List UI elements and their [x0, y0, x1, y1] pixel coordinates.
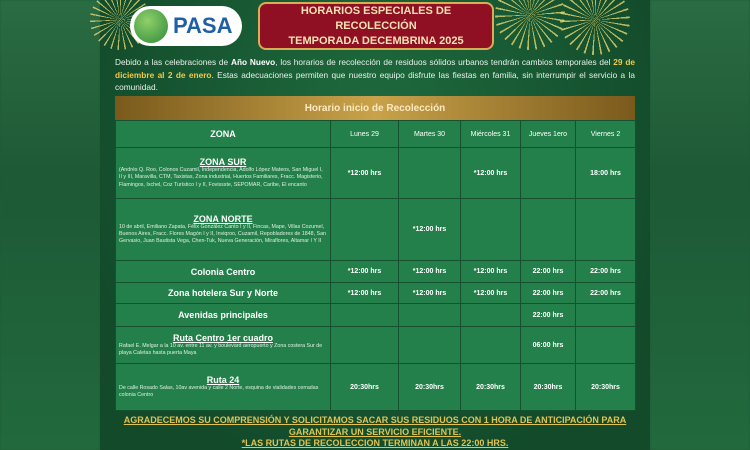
intro-text: Debido a las celebraciones de Año Nuevo, los horarios de recolección de residuos sólidos urbanos tendrán cambios temporales del 29 de diciembre al 2 de enero. Estas adecuaciones permiten que nuestro equipo disfrute las fiestas en familia, sin interrumpir el servicio a la comunidad. [115, 57, 636, 92]
time-cell [461, 304, 521, 327]
poster [100, 0, 650, 450]
zone-name: ZONA SUR [199, 157, 247, 168]
time-cell: *12:00 hrs [399, 283, 461, 304]
time-cell [461, 199, 521, 261]
firework-decoration [560, 0, 630, 55]
time-cell [331, 327, 399, 364]
blurred-background-left [0, 0, 100, 450]
column-header: Miércoles 31 [461, 121, 521, 148]
time-cell: *12:00 hrs [331, 148, 399, 199]
firework-decoration [495, 0, 565, 50]
zone-cell [116, 304, 331, 327]
time-cell: 22:00 hrs [576, 283, 636, 304]
time-cell [576, 304, 636, 327]
time-cell [399, 148, 461, 199]
time-cell [521, 148, 576, 199]
column-header: Martes 30 [399, 121, 461, 148]
table-row [116, 283, 636, 304]
title-line-1: HORARIOS ESPECIALES DE RECOLECCIÓN [300, 4, 452, 32]
column-header: Lunes 29 [331, 121, 399, 148]
zone-cell [116, 261, 331, 283]
time-cell: 20:30hrs [331, 364, 399, 411]
column-header: ZONA [116, 121, 331, 148]
time-cell [399, 327, 461, 364]
time-cell [399, 304, 461, 327]
time-cell [576, 327, 636, 364]
time-cell: 18:00 hrs [576, 148, 636, 199]
zone-name: ZONA NORTE [193, 213, 253, 224]
zone-description: 10 de abril, Emiliano Zapata, Félix González Canto I y II, Fincas, Mape, Villas Cozumel, Buenos Aires, Fracc. Flores Magón I y II, Inviqroo, Cuzamil, Repobladores de 1848, San Gervasio, Juan Bautista Vega, Chen-Tuk, Nueva Generación, Miraflores, Altamar I Y II [119, 223, 326, 245]
zone-name: Colonia Centro [190, 266, 256, 277]
time-cell [461, 327, 521, 364]
time-cell [331, 199, 399, 261]
time-cell: *12:00 hrs [399, 261, 461, 283]
time-cell: 22:00 hrs [576, 261, 636, 283]
zone-description: (Andrés Q. Roo, Colonos Cuzamil, Independencia, Adolfo López Mateos, San Miguel I, II y III, Maravilla, CTM, Taxistas, Zona industrial, Huertos Familiares, Fracc. Magisterio, Flamingos, Ixchel, Coz Turístico I y II, Fovissste, SEPOMAR, Caribe, El encanto [119, 167, 323, 188]
time-cell: *12:00 hrs [331, 283, 399, 304]
zone-name: Ruta Centro 1er cuadro [172, 332, 274, 343]
zone-cell [116, 283, 331, 304]
table-row [116, 364, 636, 411]
time-cell: *12:00 hrs [331, 261, 399, 283]
table-row [116, 261, 636, 283]
zone-cell [116, 327, 331, 364]
schedule-table [115, 96, 635, 411]
footer-line-1: AGRADECEMOS SU COMPRENSIÓN Y SOLICITAMOS SACAR SUS RESIDUOS CON 1 HORA DE ANTICIPACIÓN PARA [123, 415, 627, 425]
time-cell: 22:00 hrs [521, 304, 576, 327]
zone-name: Ruta 24 [206, 374, 240, 385]
zone-cell [116, 199, 331, 261]
footer-line-3: *LAS RUTAS DE RECOLECCION TERMINAN A LAS 22:00 HRS. [241, 438, 509, 448]
time-cell: 20:30hrs [461, 364, 521, 411]
table-row [116, 304, 636, 327]
zone-name: Avenidas principales [178, 310, 268, 320]
footer-note [100, 415, 650, 450]
zone-description: Rafael E. Melgar a la 10 av. entre 11 av. y boulevard aeropuerto y Zona costera Sur de playa Caletas hasta puerta Maya [119, 342, 323, 356]
time-cell: 20:30hrs [399, 364, 461, 411]
time-cell: *12:00 hrs [399, 199, 461, 261]
time-cell: 06:00 hrs [521, 327, 576, 364]
column-header: Viernes 2 [576, 121, 636, 148]
zone-cell [116, 364, 331, 411]
time-cell: 22:00 hrs [521, 261, 576, 283]
time-cell: *12:00 hrs [461, 283, 521, 304]
zone-name: Zona hotelera Sur y Norte [167, 288, 279, 298]
pasa-logo: PASA [130, 6, 242, 46]
table-row [116, 327, 636, 364]
title-line-2: TEMPORADA DECEMBRINA 2025 [288, 34, 464, 47]
time-cell: 20:30hrs [576, 364, 636, 411]
time-cell: 22:00 hrs [521, 283, 576, 304]
zone-cell [116, 148, 331, 199]
table-row [116, 148, 636, 199]
time-cell [576, 199, 636, 261]
footer-line-2: GARANTIZAR UN SERVICIO EFICIENTE. [288, 426, 462, 437]
time-cell: 20:30hrs [521, 364, 576, 411]
time-cell [331, 304, 399, 327]
time-cell [521, 199, 576, 261]
zone-description: De calle Rosado Salas, 10av avenida y calle 2 Norte, esquina de vialidades cerradas colonia Centro [119, 384, 319, 398]
column-header: Jueves 1ero [521, 121, 576, 148]
table-row [116, 199, 636, 261]
table-title: Horario inicio de Recolección [115, 96, 635, 120]
blurred-background-right [650, 0, 750, 450]
time-cell: *12:00 hrs [461, 148, 521, 199]
time-cell: *12:00 hrs [461, 261, 521, 283]
title-banner [258, 2, 494, 50]
